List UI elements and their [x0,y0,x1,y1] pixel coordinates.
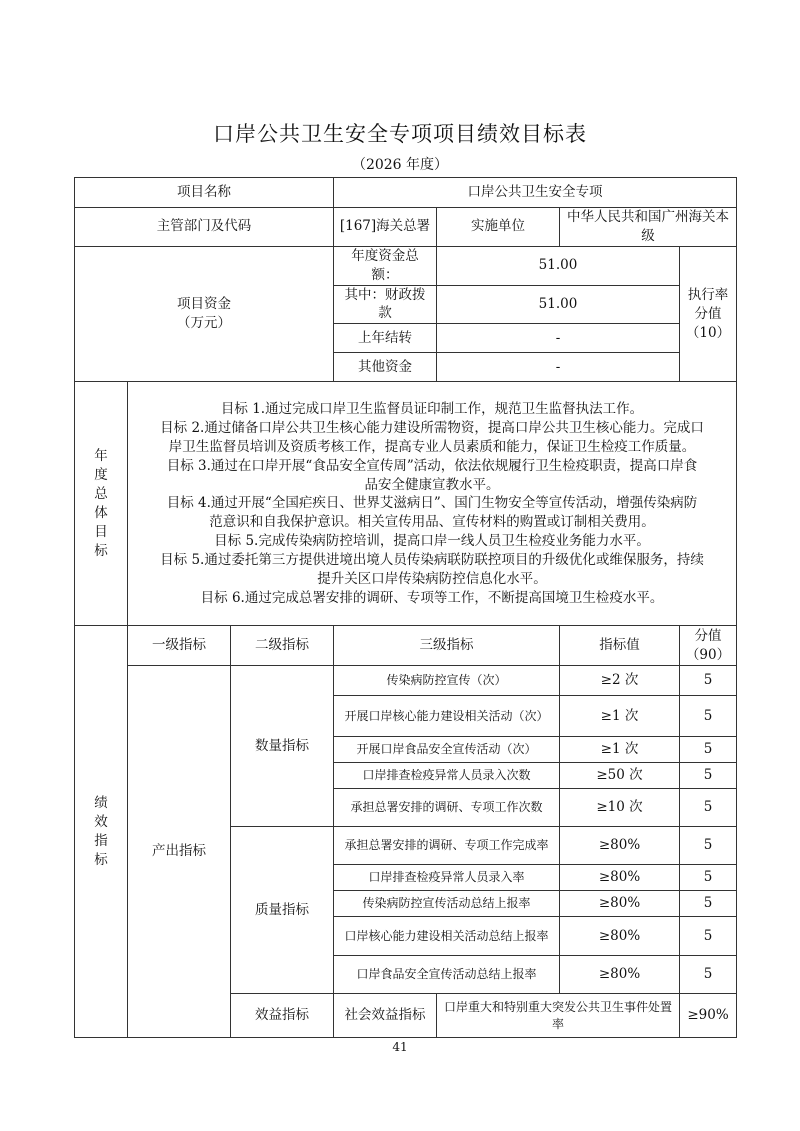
carryover-value: - [437,324,680,353]
indicator-name: 开展口岸食品安全宣传活动（次） [334,737,560,763]
indicator-score: 5 [680,696,737,737]
header-score: 分值 [694,627,722,644]
indicator-score: 5 [680,865,737,891]
page-number: 41 [392,1040,408,1054]
funds-total-row [75,246,737,285]
indicator-name: 承担总署安排的调研、专项工作完成率 [334,827,560,865]
indicator-score: 5 [680,891,737,917]
annual-goals-text [128,382,737,626]
goal-line: 目标 6.通过完成总署安排的调研、专项等工作，不断提高国境卫生检疫水平。 [200,589,664,606]
execution-rate-label: 执行率 [687,286,729,303]
indicator-name: 传染病防控宣传活动总结上报率 [334,891,560,917]
department-row [75,208,737,247]
funds-unit-label: （万元） [177,315,231,332]
annual-goals-row [75,382,737,626]
benefit-indicators-label: 效益指标 [231,994,334,1038]
indicator-value: ≥1 次 [560,696,680,737]
indicator-value: ≥1 次 [560,737,680,763]
header-value: 指标值 [560,626,680,666]
indicator-name: 口岸食品安全宣传活动总结上报率 [334,956,560,994]
fiscal-value: 51.00 [437,285,680,324]
indicator-score: 5 [680,789,737,827]
execution-rate-cell [680,246,737,382]
funds-total-label: 年度资金总额： [334,246,437,285]
fiscal-label: 其中：财政拨款 [334,285,437,324]
project-name-row [75,178,737,208]
goal-line: 目标 1.通过完成口岸卫生监督员证印制工作，规范卫生监督执法工作。 [220,400,644,417]
indicator-score: 5 [680,763,737,789]
goal-line: 岸卫生监督员培训及资质考核工作，提高专业人员素质和能力，保证卫生检疫工作质量。 [168,438,696,455]
goal-line: 目标 2.通过储备口岸公共卫生核心能力建设所需物资，提高口岸公共卫生核心能力。完成口 [160,419,704,436]
indicator-value: ≥50 次 [560,763,680,789]
indicator-value: ≥80% [560,891,680,917]
page-subtitle: （2026 年度） [351,157,449,173]
performance-indicators-label: 绩 效 指 标 [75,626,128,1038]
annual-goals-label: 年 度 总 体 目 标 [75,382,128,626]
funds-total-value: 51.00 [437,246,680,285]
social-benefit-label: 社会效益指标 [334,994,437,1038]
indicator-value: ≥80% [560,956,680,994]
carryover-label: 上年结转 [334,324,437,353]
indicator-value: ≥90% [680,994,737,1038]
goal-line: 目标 4.通过开展“全国疟疾日、世界艾滋病日”、国门生物安全等宣传活动，增强传染病防 [166,495,698,512]
funds-label-cell [75,246,334,382]
output-indicators-label: 产出指标 [128,666,231,1038]
execution-score-value: （10） [685,324,731,341]
indicator-score: 5 [680,737,737,763]
header-score-cell [680,626,737,666]
indicator-score: 5 [680,917,737,956]
quality-indicators-label: 质量指标 [231,827,334,994]
implementing-unit-value: 中华人民共和国广州海关本级 [560,208,737,247]
indicator-value: ≥80% [560,917,680,956]
indicator-name: 承担总署安排的调研、专项工作次数 [334,789,560,827]
project-name-label: 项目名称 [75,178,334,208]
indicator-name: 开展口岸核心能力建设相关活动（次） [334,696,560,737]
indicator-value: ≥2 次 [560,666,680,696]
indicator-name: 口岸重大和特别重大突发公共卫生事件处置率 [437,994,680,1038]
execution-score-label: 分值 [694,305,722,322]
indicator-name: 传染病防控宣传（次） [334,666,560,696]
project-name-value: 口岸公共卫生安全专项 [334,178,737,208]
indicator-score: 5 [680,666,737,696]
header-level3: 三级指标 [334,626,560,666]
implementing-unit-label: 实施单位 [437,208,560,247]
goal-line: 目标 5.完成传染病防控培训，提高口岸一线人员卫生检疫业务能力水平。 [214,533,650,550]
goal-line: 范意识和自我保护意识。相关宣传用品、宣传材料的购置或订制相关费用。 [209,514,655,531]
table-row [75,666,737,696]
header-level2: 二级指标 [231,626,334,666]
indicator-value: ≥80% [560,865,680,891]
indicator-name: 口岸核心能力建设相关活动总结上报率 [334,917,560,956]
goal-line: 目标 3.通过在口岸开展“食品安全宣传周”活动，依法依规履行卫生检疫职责，提高口岸食 [166,457,698,474]
other-funds-label: 其他资金 [334,353,437,382]
indicator-score: 5 [680,956,737,994]
indicator-score: 5 [680,827,737,865]
indicator-value: ≥10 次 [560,789,680,827]
performance-header-row [75,626,737,666]
goal-line: 目标 5.通过委托第三方提供进境出境人员传染病联防联控项目的升级优化或维保服务，持续 [160,552,704,569]
other-funds-value: - [437,353,680,382]
header-score-total: （90） [685,646,731,663]
goal-line: 品安全健康宣教水平。 [364,476,500,493]
department-value: [167]海关总署 [334,208,437,247]
goal-line: 提升关区口岸传染病防控信息化水平。 [317,570,547,587]
quantity-indicators-label: 数量指标 [231,666,334,827]
department-label: 主管部门及代码 [75,208,334,247]
indicator-value: ≥80% [560,827,680,865]
page-title: 口岸公共卫生安全专项项目绩效目标表 [213,122,587,146]
indicator-name: 口岸排查检疫异常人员录入率 [334,865,560,891]
indicator-name: 口岸排查检疫异常人员录入次数 [334,763,560,789]
header-level1: 一级指标 [128,626,231,666]
funds-label: 项目资金 [177,296,231,313]
performance-target-table [74,177,737,1038]
